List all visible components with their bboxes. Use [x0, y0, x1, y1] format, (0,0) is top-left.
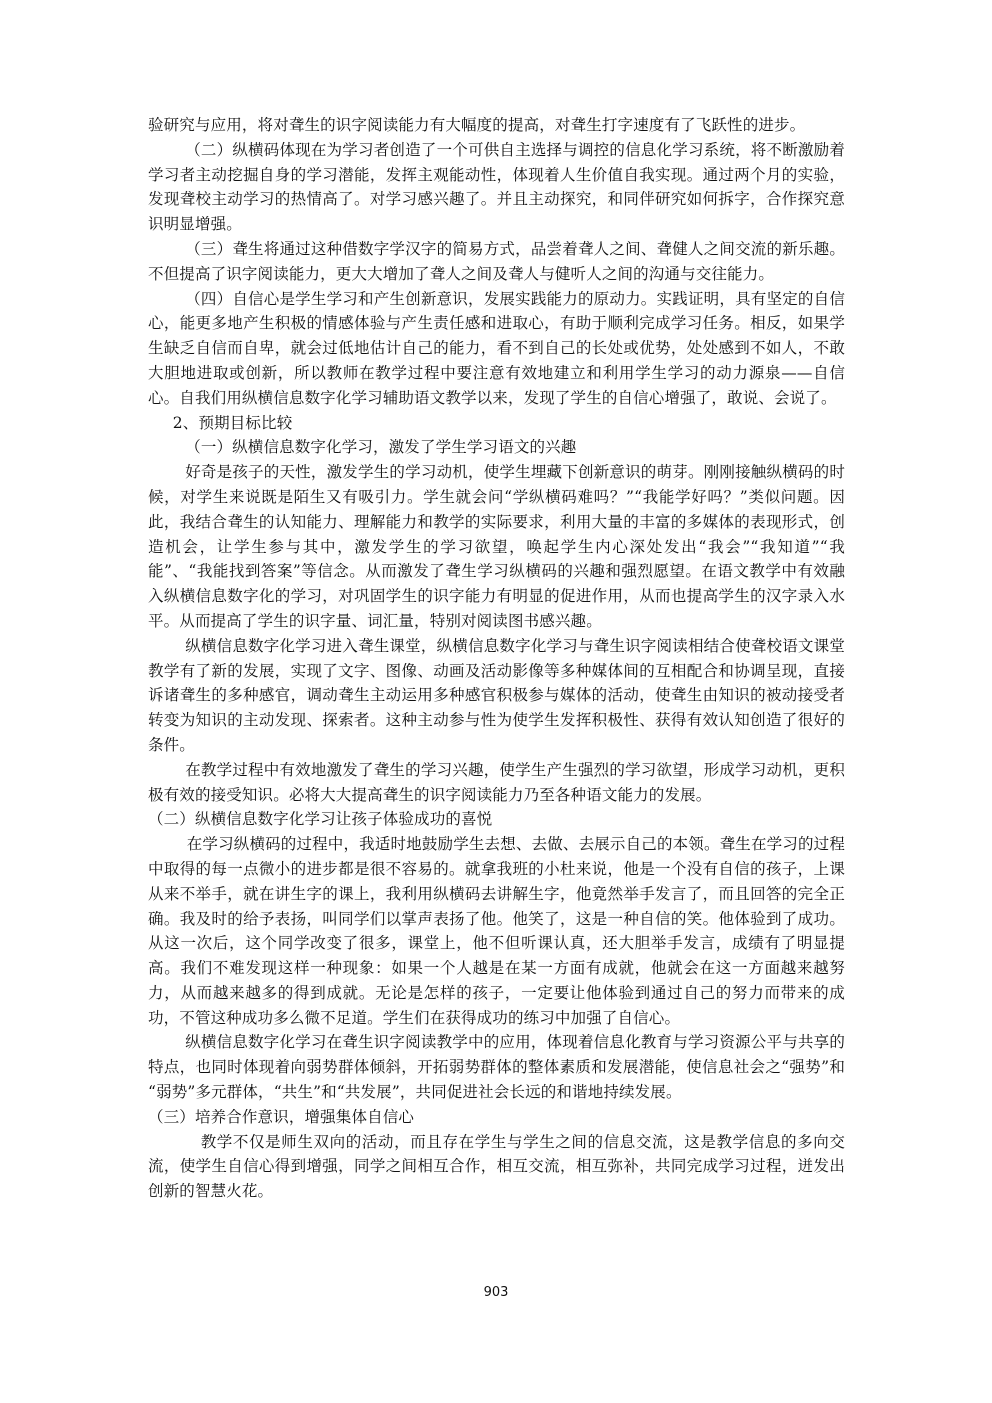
- paragraph-teaching-exchange: 教学不仅是师生双向的活动，而且存在学生与学生之间的信息交流，这是教学信息的多向交流，使学生自信心得到增强，同学之间相互合作，相互交流，相互弥补，共同完成学习过程，迸发出创新的智慧火花。: [148, 1132, 845, 1201]
- subheading-success: （二）纵横信息数字化学习让孩子体验成功的喜悦: [148, 810, 493, 829]
- paragraph-point-two: （二）纵横码体现在为学习者创造了一个可供自主选择与调控的信息化学习系统，将不断激励着学习者主动挖掘自身的学习潜能，发挥主观能动性，体现着人生价值自我实现。通过两个月的实验，发现聋校主动学习的热情高了。对学习感兴趣了。并且主动探究，和同伴研究如何拆字，合作探究意识明显增强。: [148, 140, 845, 234]
- subheading-interest: （一）纵横信息数字化学习，激发了学生学习语文的兴趣: [185, 438, 577, 457]
- paragraph-encouragement: 在学习纵横码的过程中，我适时地鼓励学生去想、去做、去展示自己的本领。聋生在学习的过程中取得的每一点微小的进步都是很不容易的。就拿我班的小杜来说，他是一个没有自信的孩子，上课从来不举手，就在讲生字的课上，我利用纵横码去讲解生字，他竟然举手发言了，而且回答的完全正确。我及时的给予表扬，叫同学们以掌声表扬了他。他笑了，这是一种自信的笑。他体验到了成功。从这一次后，这个同学改变了很多，课堂上，他不但听课认真，还大胆举手发言，成绩有了明显提高。我们不难发现这样一种现象：如果一个人越是在某一方面有成就，他就会在这一方面越来越努力，从而越来越多的得到成就。无论是怎样的孩子，一定要让他体验到通过自己的努力而带来的成功，不管这种成功多么微不足道。学生们在获得成功的练习中加强了自信心。: [148, 835, 845, 1027]
- document-body: [148, 113, 845, 1204]
- subheading-cooperation: （三）培养合作意识，增强集体自信心: [148, 1107, 415, 1126]
- page-number: 903: [483, 1285, 509, 1300]
- paragraph-motivation: 在教学过程中有效地激发了聋生的学习兴趣，使学生产生强烈的学习欲望，形成学习动机，更积极有效的接受知识。必将大大提高聋生的识字阅读能力乃至各种语文能力的发展。: [148, 760, 845, 804]
- paragraph-continuation: 验研究与应用，将对聋生的识字阅读能力有大幅度的提高，对聋生打字速度有了飞跃性的进步。: [148, 116, 806, 134]
- paragraph-equity: 纵横信息数字化学习在聋生识字阅读教学中的应用，体现着信息化教育与学习资源公平与共享的特点，也同时体现着向弱势群体倾斜，开拓弱势群体的整体素质和发展潜能，使信息社会之“强势”和 “弱势”多元群体，“共生”和“共发展”，共同促进社会长远的和谐地持续发展。: [148, 1033, 845, 1102]
- paragraph-point-four: （四）自信心是学生学习和产生创新意识，发展实践能力的原动力。实践证明，具有坚定的自信心，能更多地产生积极的情感体验与产生责任感和进取心，有助于顺利完成学习任务。相反，如果学生缺乏自信而自卑，就会过低地估计自己的能力，看不到自己的长处或优势，处处感到不如人，不敢大胆地进取或创新，所以教师在教学过程中要注意有效地建立和利用学生学习的动力源泉——自信心。自我们用纵横信息数字化学习辅助语文教学以来，发现了学生的自信心增强了，敢说、会说了。: [148, 289, 845, 407]
- section-heading-goal-comparison: 2、预期目标比较: [172, 413, 293, 432]
- paragraph-point-three: （三）聋生将通过这种借数字学汉字的简易方式，品尝着聋人之间、聋健人之间交流的新乐趣。不但提高了识字阅读能力，更大大增加了聋人之间及聋人与健听人之间的沟通与交往能力。: [148, 239, 845, 283]
- paragraph-classroom: 纵横信息数字化学习进入聋生课堂，纵横信息数字化学习与聋生识字阅读相结合使聋校语文课堂教学有了新的发展，实现了文字、图像、动画及活动影像等多种媒体间的互相配合和协调呈现，直接诉诸聋生的多种感官，调动聋生主动运用多种感官积极参与媒体的活动，使聋生由知识的被动接受者转变为知识的主动发现、探索者。这种主动参与性为使学生发挥积极性、获得有效认知创造了很好的条件。: [148, 636, 845, 754]
- paragraph-curiosity: 好奇是孩子的天性，激发学生的学习动机，使学生埋藏下创新意识的萌芽。刚刚接触纵横码的时候，对学生来说既是陌生又有吸引力。学生就会问“学纵横码难吗？”“我能学好吗？”类似问题。因此，我结合聋生的认知能力、理解能力和教学的实际要求，利用大量的丰富的多媒体的表现形式，创造机会，让学生参与其中，激发学生的学习欲望，唤起学生内心深处发出“我会”“我知道”“我能”、“我能找到答案”等信念。从而激发了聋生学习纵横码的兴趣和强烈愿望。在语文教学中有效融入纵横信息数字化的学习，对巩固学生的识字能力有明显的促进作用，从而也提高学生的汉字录入水平。从而提高了学生的识字量、词汇量，特别对阅读图书感兴趣。: [148, 463, 845, 630]
